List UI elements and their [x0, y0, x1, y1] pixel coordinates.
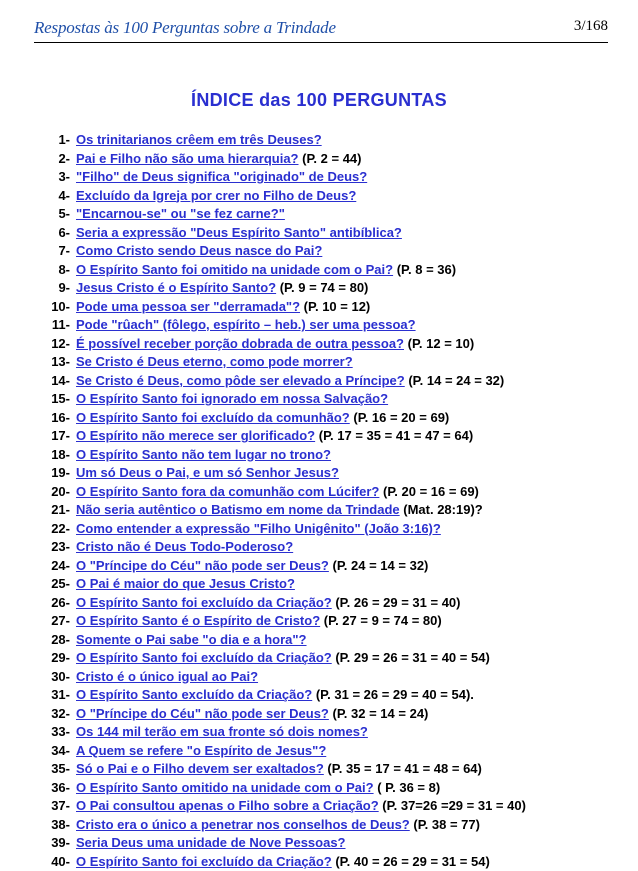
item-number: 12-	[20, 335, 70, 354]
item-text	[76, 353, 353, 372]
item-number: 17-	[20, 427, 70, 446]
question-link[interactable]: Os 144 mil terão em sua fronte só dois nomes?	[76, 724, 368, 739]
item-number: 32-	[20, 705, 70, 724]
index-item	[0, 279, 638, 298]
index-item	[0, 298, 638, 317]
item-text	[76, 298, 370, 317]
item-text	[76, 446, 331, 465]
index-item	[0, 520, 638, 539]
index-item	[0, 779, 638, 798]
question-link[interactable]: O Espírito Santo foi excluído da Criação?	[76, 595, 332, 610]
cross-reference: (P. 12 = 10)	[404, 336, 474, 351]
item-text	[76, 131, 322, 150]
cross-reference: (P. 8 = 36)	[393, 262, 456, 277]
item-number: 5-	[20, 205, 70, 224]
item-number: 27-	[20, 612, 70, 631]
question-link[interactable]: Se Cristo é Deus, como pôde ser elevado a Príncipe?	[76, 373, 405, 388]
item-text	[76, 464, 339, 483]
item-number: 19-	[20, 464, 70, 483]
question-link[interactable]: O Espírito não merece ser glorificado?	[76, 428, 315, 443]
index-item	[0, 816, 638, 835]
question-link[interactable]: Excluído da Igreja por crer no Filho de Deus?	[76, 188, 356, 203]
item-text	[76, 316, 416, 335]
header-divider	[34, 42, 608, 43]
item-text	[76, 409, 449, 428]
item-number: 37-	[20, 797, 70, 816]
question-link[interactable]: Como Cristo sendo Deus nasce do Pai?	[76, 243, 322, 258]
item-number: 4-	[20, 187, 70, 206]
item-number: 16-	[20, 409, 70, 428]
item-text	[76, 372, 504, 391]
index-item	[0, 372, 638, 391]
item-text	[76, 390, 388, 409]
item-number: 39-	[20, 834, 70, 853]
item-text	[76, 224, 402, 243]
question-link[interactable]: Cristo é o único igual ao Pai?	[76, 669, 258, 684]
item-text	[76, 723, 368, 742]
item-number: 33-	[20, 723, 70, 742]
index-item	[0, 316, 638, 335]
item-text	[76, 705, 428, 724]
index-item	[0, 834, 638, 853]
question-link[interactable]: Um só Deus o Pai, e um só Senhor Jesus?	[76, 465, 339, 480]
index-item	[0, 131, 638, 150]
cross-reference: (P. 37=26 =29 = 31 = 40)	[379, 798, 526, 813]
cross-reference: (P. 9 = 74 = 80)	[276, 280, 368, 295]
item-text	[76, 483, 479, 502]
index-item	[0, 446, 638, 465]
item-number: 26-	[20, 594, 70, 613]
item-number: 7-	[20, 242, 70, 261]
item-number: 29-	[20, 649, 70, 668]
page-header	[34, 14, 608, 38]
item-text	[76, 797, 526, 816]
item-text	[76, 649, 490, 668]
cross-reference: (P. 32 = 14 = 24)	[329, 706, 429, 721]
index-item	[0, 261, 638, 280]
index-item	[0, 353, 638, 372]
item-text	[76, 575, 295, 594]
question-link[interactable]: O Espírito Santo não tem lugar no trono?	[76, 447, 331, 462]
item-number: 21-	[20, 501, 70, 520]
index-item	[0, 742, 638, 761]
index-item	[0, 594, 638, 613]
question-link[interactable]: Pode uma pessoa ser "derramada"?	[76, 299, 300, 314]
index-item	[0, 538, 638, 557]
item-text	[76, 686, 474, 705]
cross-reference: (P. 29 = 26 = 31 = 40 = 54)	[332, 650, 490, 665]
index-item	[0, 390, 638, 409]
cross-reference: (P. 31 = 26 = 29 = 40 = 54).	[312, 687, 474, 702]
cross-reference: (P. 40 = 26 = 29 = 31 = 54)	[332, 854, 490, 869]
item-text	[76, 261, 456, 280]
item-number: 20-	[20, 483, 70, 502]
item-text	[76, 335, 474, 354]
item-number: 28-	[20, 631, 70, 650]
question-link[interactable]: A Quem se refere "o Espírito de Jesus"?	[76, 743, 326, 758]
cross-reference: (P. 27 = 9 = 74 = 80)	[320, 613, 442, 628]
question-link[interactable]: Seria a expressão "Deus Espírito Santo" antibíblica?	[76, 225, 402, 240]
index-item	[0, 649, 638, 668]
question-link[interactable]: O "Príncipe do Céu" não pode ser Deus?	[76, 558, 329, 573]
item-number: 15-	[20, 390, 70, 409]
index-item	[0, 168, 638, 187]
cross-reference: (P. 20 = 16 = 69)	[379, 484, 479, 499]
index-item	[0, 409, 638, 428]
item-number: 18-	[20, 446, 70, 465]
item-text	[76, 834, 346, 853]
question-link[interactable]: Não seria autêntico o Batismo em nome da Trindade	[76, 502, 400, 517]
question-link[interactable]: Se Cristo é Deus eterno, como pode morrer?	[76, 354, 353, 369]
item-text	[76, 427, 473, 446]
index-item	[0, 150, 638, 169]
index-item	[0, 464, 638, 483]
item-number: 36-	[20, 779, 70, 798]
cross-reference: (P. 35 = 17 = 41 = 48 = 64)	[324, 761, 482, 776]
question-link[interactable]: "Encarnou-se" ou "se fez carne?"	[76, 206, 285, 221]
question-link[interactable]: O Espírito Santo excluído da Criação?	[76, 687, 312, 702]
question-link[interactable]: Os trinitarianos crêem em três Deuses?	[76, 132, 322, 147]
item-number: 14-	[20, 372, 70, 391]
item-number: 31-	[20, 686, 70, 705]
item-text	[76, 612, 442, 631]
item-text	[76, 279, 368, 298]
item-text	[76, 187, 356, 206]
question-link[interactable]: Só o Pai e o Filho devem ser exaltados?	[76, 761, 324, 776]
item-number: 1-	[20, 131, 70, 150]
index-item	[0, 242, 638, 261]
index-item	[0, 686, 638, 705]
question-link[interactable]: "Filho" de Deus significa "originado" de Deus?	[76, 169, 367, 184]
item-text	[76, 760, 482, 779]
item-text	[76, 242, 322, 261]
question-link[interactable]: O Pai é maior do que Jesus Cristo?	[76, 576, 295, 591]
question-link[interactable]: O Espírito Santo foi excluído da Criação?	[76, 854, 332, 869]
cross-reference: (P. 26 = 29 = 31 = 40)	[332, 595, 461, 610]
question-link[interactable]: O Espírito Santo fora da comunhão com Lúcifer?	[76, 484, 379, 499]
index-item	[0, 668, 638, 687]
item-number: 40-	[20, 853, 70, 871]
item-number: 9-	[20, 279, 70, 298]
item-text	[76, 205, 285, 224]
question-link[interactable]: Jesus Cristo é o Espírito Santo?	[76, 280, 276, 295]
index-item	[0, 335, 638, 354]
item-text	[76, 501, 483, 520]
item-number: 34-	[20, 742, 70, 761]
item-number: 30-	[20, 668, 70, 687]
index-item	[0, 612, 638, 631]
index-item	[0, 760, 638, 779]
index-item	[0, 723, 638, 742]
item-text	[76, 816, 480, 835]
item-text	[76, 594, 461, 613]
item-text	[76, 668, 258, 687]
question-link[interactable]: Pode "rûach" (fôlego, espírito – heb.) ser uma pessoa?	[76, 317, 416, 332]
index-item	[0, 224, 638, 243]
item-text	[76, 538, 293, 557]
cross-reference: ( P. 36 = 8)	[374, 780, 441, 795]
question-link[interactable]: O Espírito Santo foi ignorado em nossa Salvação?	[76, 391, 388, 406]
index-item	[0, 705, 638, 724]
index-item	[0, 205, 638, 224]
item-number: 35-	[20, 760, 70, 779]
cross-reference: (P. 38 = 77)	[410, 817, 480, 832]
index-item	[0, 187, 638, 206]
cross-reference: (P. 24 = 14 = 32)	[329, 558, 429, 573]
item-number: 10-	[20, 298, 70, 317]
cross-reference: (P. 17 = 35 = 41 = 47 = 64)	[315, 428, 473, 443]
cross-reference: (P. 10 = 12)	[300, 299, 370, 314]
item-text	[76, 168, 367, 187]
item-text	[76, 520, 441, 539]
index-item	[0, 853, 638, 871]
item-text	[76, 853, 490, 871]
cross-reference: (Mat. 28:19)?	[400, 502, 483, 517]
item-number: 2-	[20, 150, 70, 169]
item-number: 25-	[20, 575, 70, 594]
item-number: 24-	[20, 557, 70, 576]
question-link[interactable]: O Espírito Santo foi omitido na unidade com o Pai?	[76, 262, 393, 277]
index-item	[0, 427, 638, 446]
cross-reference: (P. 2 = 44)	[299, 151, 362, 166]
item-number: 11-	[20, 316, 70, 335]
item-text	[76, 631, 307, 650]
question-link[interactable]: O Espírito Santo é o Espírito de Cristo?	[76, 613, 320, 628]
index-item	[0, 797, 638, 816]
index-item	[0, 557, 638, 576]
item-text	[76, 557, 428, 576]
page-number: 3/168	[574, 18, 608, 35]
item-number: 8-	[20, 261, 70, 280]
question-link[interactable]: O Pai consultou apenas o Filho sobre a Criação?	[76, 798, 379, 813]
item-number: 23-	[20, 538, 70, 557]
question-index-list	[0, 131, 638, 871]
question-link[interactable]: Cristo era o único a penetrar nos conselhos de Deus?	[76, 817, 410, 832]
question-link[interactable]: Pai e Filho não são uma hierarquia?	[76, 151, 299, 166]
cross-reference: (P. 16 = 20 = 69)	[350, 410, 450, 425]
question-link[interactable]: O Espírito Santo foi excluído da Criação?	[76, 650, 332, 665]
index-item	[0, 575, 638, 594]
index-item	[0, 483, 638, 502]
question-link[interactable]: O Espírito Santo omitido na unidade com o Pai?	[76, 780, 374, 795]
item-number: 22-	[20, 520, 70, 539]
item-number: 3-	[20, 168, 70, 187]
question-link[interactable]: Seria Deus uma unidade de Nove Pessoas?	[76, 835, 346, 850]
item-text	[76, 742, 326, 761]
item-text	[76, 779, 440, 798]
question-link[interactable]: Somente o Pai sabe "o dia e a hora"?	[76, 632, 307, 647]
index-item	[0, 501, 638, 520]
question-link[interactable]: O "Príncipe do Céu" não pode ser Deus?	[76, 706, 329, 721]
question-link[interactable]: Cristo não é Deus Todo-Poderoso?	[76, 539, 293, 554]
index-item	[0, 631, 638, 650]
cross-reference: (P. 14 = 24 = 32)	[405, 373, 505, 388]
item-text	[76, 150, 362, 169]
index-heading: ÍNDICE das 100 PERGUNTAS	[0, 90, 638, 111]
item-number: 6-	[20, 224, 70, 243]
question-link[interactable]: É possível receber porção dobrada de outra pessoa?	[76, 336, 404, 351]
question-link[interactable]: Como entender a expressão "Filho Unigênito" (João 3:16)?	[76, 521, 441, 536]
document-title: Respostas às 100 Perguntas sobre a Trindade	[34, 18, 336, 38]
question-link[interactable]: O Espírito Santo foi excluído da comunhão?	[76, 410, 350, 425]
item-number: 13-	[20, 353, 70, 372]
item-number: 38-	[20, 816, 70, 835]
